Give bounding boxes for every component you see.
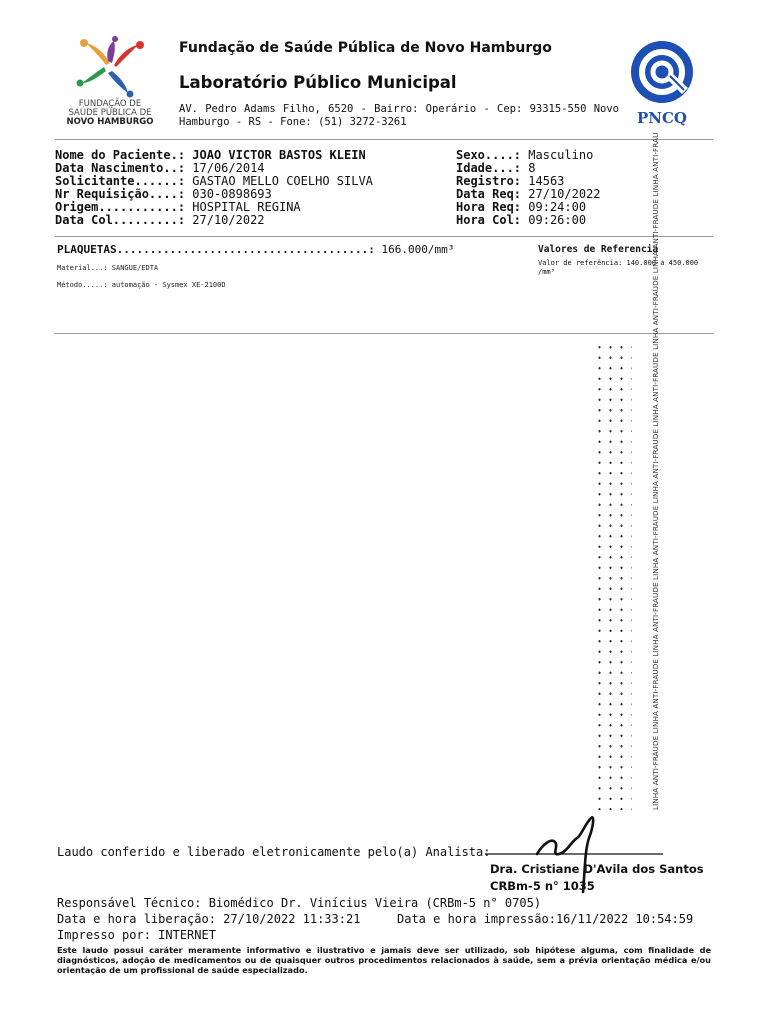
- collection-date-value: 27/10/2022: [192, 213, 265, 227]
- collection-time-row: [456, 214, 586, 227]
- birth-date-value: 17/06/2014: [192, 161, 265, 175]
- patient-name-label: Nome do Paciente.:: [55, 148, 186, 162]
- sex-value: Masculino: [528, 148, 594, 162]
- exam-result-row: [57, 243, 454, 256]
- requester-value: GASTAO MELLO COELHO SILVA: [192, 174, 373, 188]
- org-logo-line-3: NOVO HAMBURGO: [66, 117, 154, 127]
- requisition-value: 030-0898693: [192, 187, 272, 201]
- birth-date-label: Data Nascimento..:: [55, 161, 186, 175]
- requisition-label: Nr Requisição....:: [55, 187, 186, 201]
- request-date-label: Data Req:: [456, 187, 522, 201]
- collection-date-row: [55, 214, 265, 227]
- exam-method: Método.....: automação - Sysmex XE-2100D: [57, 281, 226, 289]
- org-logo-line-1: FUNDAÇÃO DE: [78, 99, 142, 109]
- collection-date-label: Data Col.........:: [55, 213, 186, 227]
- reference-text: Valor de referência: 140.000 a 450.000 /mm³: [538, 259, 699, 276]
- signer-registration: CRBm-5 n° 1035: [490, 879, 595, 893]
- exam-result: 166.000/mm³: [381, 243, 455, 256]
- pncq-logo-icon: [626, 40, 698, 106]
- requester-label: Solicitante......:: [55, 174, 186, 188]
- anti-fraud-dot-pattern: [594, 342, 632, 810]
- request-date-value: 27/10/2022: [528, 187, 601, 201]
- origin-value: HOSPITAL REGINA: [192, 200, 301, 214]
- anti-fraud-line: [641, 132, 660, 810]
- reference-header: Valores de Referencia: [538, 244, 659, 255]
- release-statement: Laudo conferido e liberado eletronicamente pelo(a) Analista:: [57, 845, 491, 859]
- disclaimer: Este laudo possui caráter meramente informativo e ilustrativo e jamais deve ser utilizado, sob hipótese alguma, com finalidade de diagnósticos, adoção de medicamentos ou de quaisquer outros procedimentos relacionados à saúde, sem a prévia orientação médica e/ou orientação de um profissional de saúde especializado.: [57, 945, 711, 975]
- request-time-value: 09:24:00: [528, 200, 587, 214]
- lab-address: AV. Pedro Adams Filho, 6520 - Bairro: Operário - Cep: 93315-550 Novo Hamburgo - RS - Fone: (51) 3272-3261: [179, 103, 619, 128]
- collection-time-label: Hora Col:: [456, 213, 522, 227]
- age-value: 8: [528, 161, 536, 175]
- exam-material: Material...: SANGUE/EDTA: [57, 264, 159, 272]
- pncq-label: PNCQ: [637, 109, 687, 127]
- divider: [55, 236, 713, 237]
- page-title: Fundação de Saúde Pública de Novo Hamburgo: [179, 40, 552, 56]
- anti-fraud-text: LINHA ANTI-FRAUDE LINHA ANTI-FRAUDE LINHA ANTI-FRAUDE LINHA ANTI-FRAUDE LINHA ANTI-FRAUDE LINHA ANTI-FRAUDE LINHA ANTI-FRAUDE LINHA ANTI-FRAUDE LINHA ANTI-FRAU: [651, 132, 660, 810]
- signer-name: Dra. Cristiane D'Avila dos Santos: [490, 862, 704, 876]
- age-label: Idade...:: [456, 161, 522, 175]
- request-time-label: Hora Req:: [456, 200, 522, 214]
- print-datetime: Data e hora impressão:16/11/2022 10:54:59: [397, 912, 694, 926]
- sex-label: Sexo....:: [456, 148, 522, 162]
- origin-label: Origem...........:: [55, 200, 186, 214]
- exam-label: PLAQUETAS......................................:: [57, 243, 375, 256]
- fundacao-logo-icon: [66, 40, 154, 96]
- printed-by: Impresso por: INTERNET: [57, 928, 216, 942]
- registry-value: 14563: [528, 174, 565, 188]
- registry-label: Registro:: [456, 174, 522, 188]
- divider: [55, 333, 713, 334]
- divider: [55, 139, 713, 140]
- collection-time-value: 09:26:00: [528, 213, 587, 227]
- patient-name-value: JOAO VICTOR BASTOS KLEIN: [192, 148, 366, 162]
- lab-subtitle: Laboratório Público Municipal: [179, 73, 457, 92]
- org-logo-line-2: SAÚDE PÚBLICA DE: [68, 108, 152, 118]
- technical-responsible: Responsável Técnico: Biomédico Dr. Vinícius Vieira (CRBm-5 n° 0705): [57, 896, 542, 910]
- fundacao-logo: [66, 40, 154, 126]
- release-datetime: Data e hora liberação: 27/10/2022 11:33:21: [57, 912, 361, 926]
- pncq-logo: [626, 40, 698, 127]
